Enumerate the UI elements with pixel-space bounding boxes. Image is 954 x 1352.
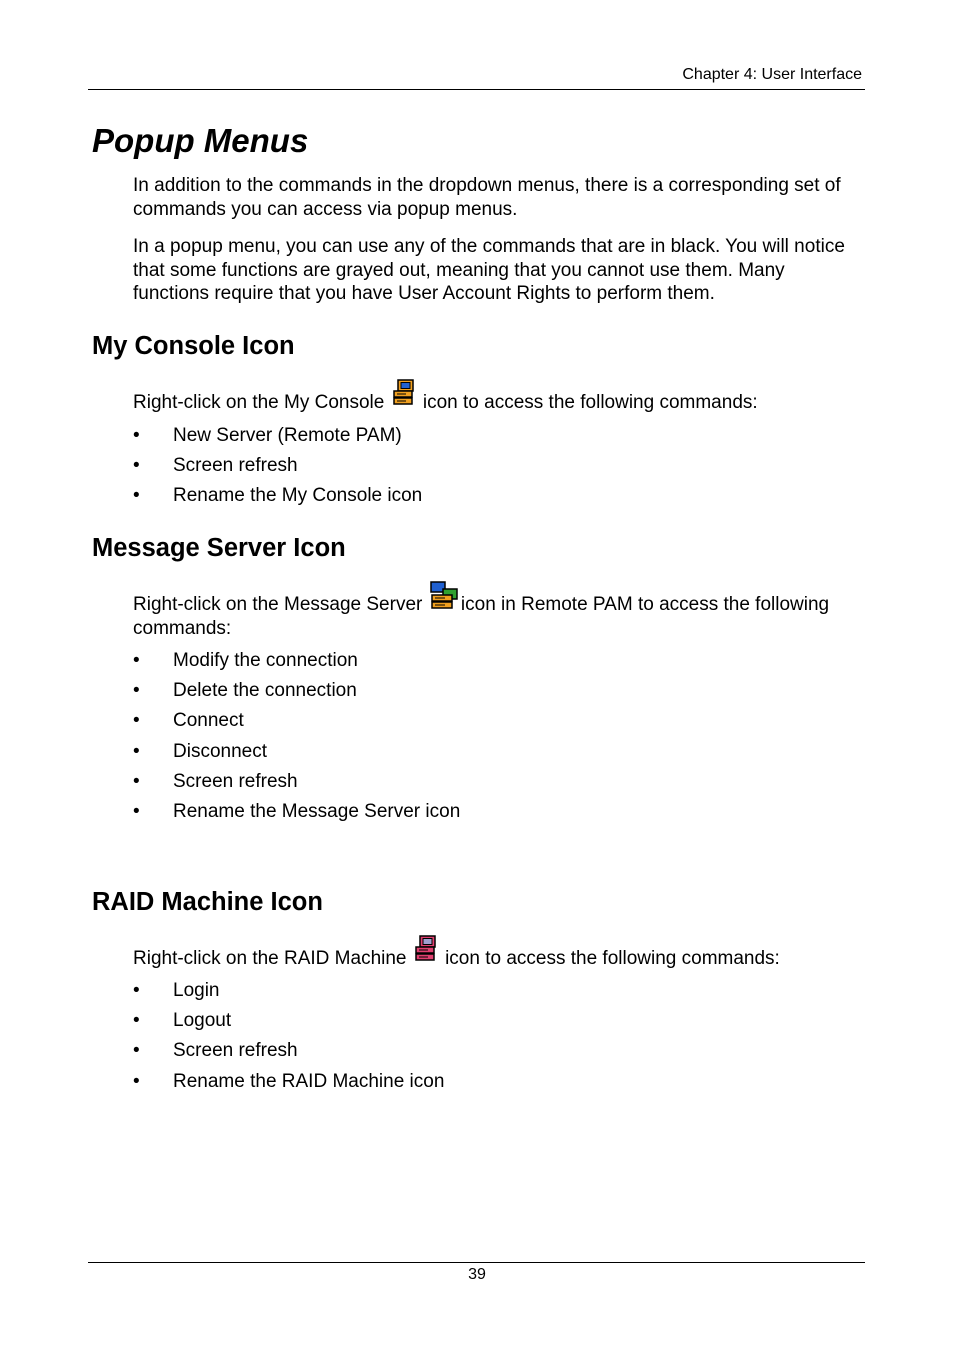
bullet: • (133, 680, 140, 702)
list-item: • Logout (133, 1010, 232, 1032)
list-item: • New Server (Remote PAM) (133, 425, 402, 446)
bullet: • (133, 800, 140, 822)
message-server-intro (133, 587, 853, 640)
raid-machine-text-after: icon to access the following commands: (445, 948, 780, 969)
bullet: • (133, 980, 140, 1001)
raid-machine-intro (133, 941, 853, 971)
section-heading-message-server: Message Server Icon (92, 534, 346, 562)
bullet: • (133, 1010, 140, 1032)
list-item: • Screen refresh (133, 455, 298, 477)
header-rule (88, 89, 865, 90)
bullet: • (133, 770, 140, 792)
list-item: • Connect (133, 710, 244, 732)
console-icon (392, 385, 416, 411)
list-item: • Rename the RAID Machine icon (133, 1070, 445, 1092)
bullet: • (133, 710, 140, 732)
message-server-icon (430, 587, 454, 613)
bullet: • (133, 1070, 140, 1092)
chapter-header: Chapter 4: User Interface (682, 66, 862, 83)
my-console-intro (133, 385, 853, 415)
section-heading-raid-machine: RAID Machine Icon (92, 888, 323, 916)
list-item: • Rename the My Console icon (133, 485, 423, 507)
list-item: • Delete the connection (133, 680, 357, 702)
list-item: • Screen refresh (133, 770, 298, 792)
my-console-text-after: icon to access the following commands: (422, 392, 758, 413)
my-console-command-list (133, 424, 422, 515)
list-item: • Rename the Message Server icon (133, 800, 461, 822)
list-item: • Modify the connection (133, 650, 358, 671)
bullet: • (133, 485, 140, 507)
page-title: Popup Menus (92, 122, 309, 159)
my-console-text-before: Right-click on the My Console (133, 392, 385, 413)
message-server-text-after: icon in Remote PAM to access the following commands: (133, 594, 830, 639)
raid-machine-text-before: Right-click on the RAID Machine (133, 948, 407, 969)
raid-machine-icon (414, 941, 438, 967)
bullet: • (133, 455, 140, 477)
bullet: • (133, 425, 140, 446)
intro-paragraph-1: In addition to the commands in the dropdown menus, there is a corresponding set of commands you can access via popup menus. (133, 175, 841, 220)
intro-paragraph-2: In a popup menu, you can use any of the commands that are in black. You will notice that some functions are grayed out, meaning that you cannot use them. Many functions require that you have User Account Rights to perform them. (133, 236, 845, 304)
list-item: • Login (133, 980, 220, 1001)
message-server-text-before: Right-click on the Message Server (133, 594, 423, 615)
bullet: • (133, 650, 140, 671)
raid-machine-command-list (133, 979, 444, 1100)
section-heading-my-console: My Console Icon (92, 332, 295, 360)
message-server-command-list (133, 649, 460, 830)
list-item: • Screen refresh (133, 1040, 298, 1062)
page-number: 39 (468, 1266, 486, 1283)
bullet: • (133, 1040, 140, 1062)
bullet: • (133, 740, 140, 762)
footer-rule (88, 1262, 865, 1263)
list-item: • Disconnect (133, 740, 267, 762)
